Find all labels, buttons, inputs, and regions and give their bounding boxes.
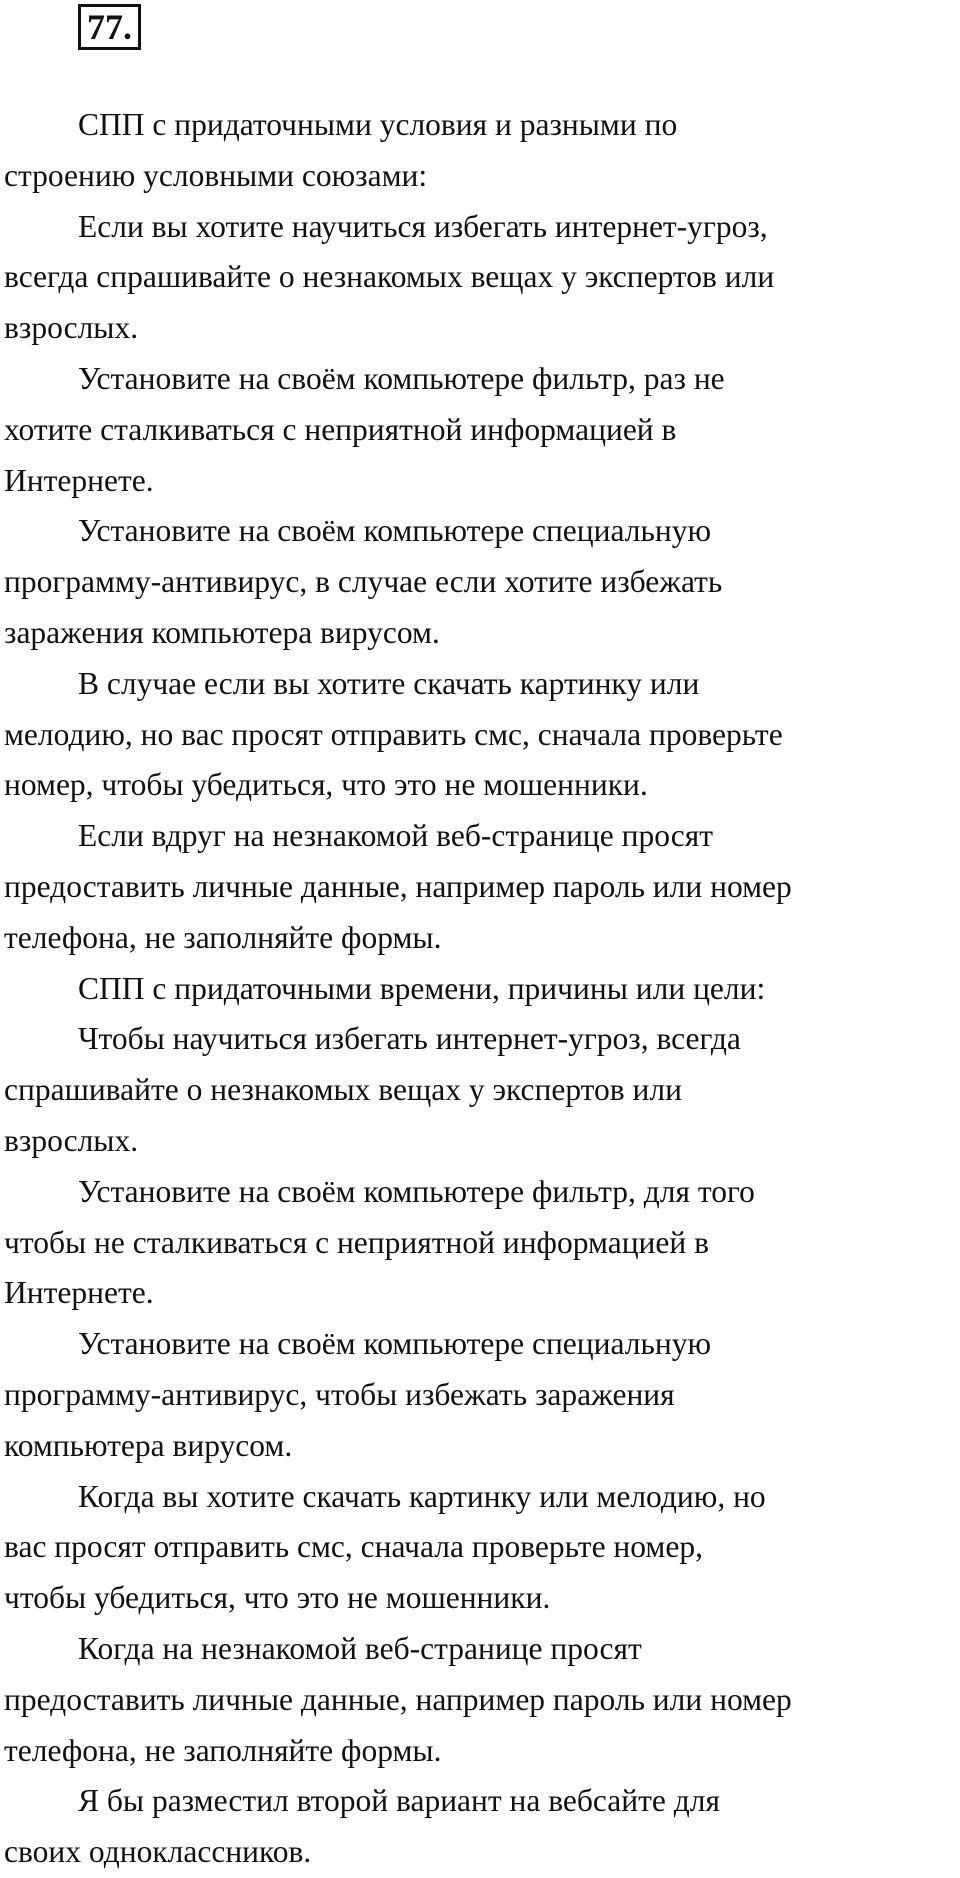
text-line: вас просят отправить смс, сначала проверьте номер, bbox=[4, 1529, 703, 1565]
text-line: спрашивайте о незнакомых вещах у экспертов или bbox=[4, 1072, 682, 1108]
paragraph bbox=[4, 1624, 959, 1776]
paragraph bbox=[4, 811, 959, 963]
text-line: СПП с придаточными времени, причины или цели: bbox=[78, 970, 766, 1006]
text-line: своих одноклассников. bbox=[4, 1834, 312, 1870]
paragraph bbox=[4, 1319, 959, 1471]
text-line: телефона, не заполняйте формы. bbox=[4, 919, 442, 955]
paragraph bbox=[4, 659, 959, 811]
paragraph bbox=[4, 1167, 959, 1319]
paragraph bbox=[4, 1014, 959, 1166]
text-line: Я бы разместил второй вариант на вебсайте для bbox=[78, 1783, 720, 1819]
text-line: Если вы хотите научиться избегать интернет-угроз, bbox=[78, 208, 768, 244]
text-line: Установите на своём компьютере специальную bbox=[78, 1326, 711, 1362]
text-line: заражения компьютера вирусом. bbox=[4, 614, 440, 650]
text-line: Чтобы научиться избегать интернет-угроз, всегда bbox=[78, 1021, 741, 1057]
paragraph bbox=[4, 202, 959, 354]
text-line: Когда на незнакомой веб-странице просят bbox=[78, 1630, 642, 1666]
text-line: чтобы не сталкиваться с неприятной информацией в bbox=[4, 1224, 709, 1260]
text-line: Если вдруг на незнакомой веб-странице просят bbox=[78, 818, 714, 854]
text-line: Установите на своём компьютере специальную bbox=[78, 513, 711, 549]
text-line: взрослых. bbox=[4, 1122, 139, 1158]
text-line: программу-антивирус, в случае если хотите избежать bbox=[4, 564, 723, 600]
exercise-number: 77. bbox=[78, 4, 141, 50]
text-line: В случае если вы хотите скачать картинку или bbox=[78, 665, 700, 701]
paragraph bbox=[4, 354, 959, 506]
text-line: номер, чтобы убедиться, что это не мошенники. bbox=[4, 767, 648, 803]
paragraph bbox=[4, 506, 959, 658]
text-line: предоставить личные данные, например пароль или номер bbox=[4, 1681, 792, 1717]
text-line: Установите на своём компьютере фильтр, раз не bbox=[78, 360, 725, 396]
text-line: Интернете. bbox=[4, 462, 154, 498]
text-line: чтобы убедиться, что это не мошенники. bbox=[4, 1580, 551, 1616]
document-text bbox=[4, 100, 959, 1878]
text-line: Интернете. bbox=[4, 1275, 154, 1311]
text-line: строению условными союзами: bbox=[4, 157, 428, 193]
text-line: телефона, не заполняйте формы. bbox=[4, 1732, 442, 1768]
text-line: Когда вы хотите скачать картинку или мелодию, но bbox=[78, 1478, 766, 1514]
text-line: всегда спрашивайте о незнакомых вещах у экспертов или bbox=[4, 259, 775, 295]
text-line: СПП с придаточными условия и разными по bbox=[78, 107, 678, 142]
text-line: хотите сталкиваться с неприятной информацией в bbox=[4, 411, 677, 447]
text-line: взрослых. bbox=[4, 310, 139, 346]
text-line: предоставить личные данные, например пароль или номер bbox=[4, 868, 792, 904]
paragraph bbox=[4, 100, 959, 202]
paragraph bbox=[4, 1472, 959, 1624]
paragraph bbox=[4, 964, 959, 1015]
paragraph bbox=[4, 1776, 959, 1878]
text-line: программу-антивирус, чтобы избежать заражения bbox=[4, 1376, 675, 1412]
text-line: компьютера вирусом. bbox=[4, 1427, 293, 1463]
text-line: мелодию, но вас просят отправить смс, сначала проверьте bbox=[4, 716, 783, 752]
text-line: Установите на своём компьютере фильтр, для того bbox=[78, 1173, 755, 1209]
